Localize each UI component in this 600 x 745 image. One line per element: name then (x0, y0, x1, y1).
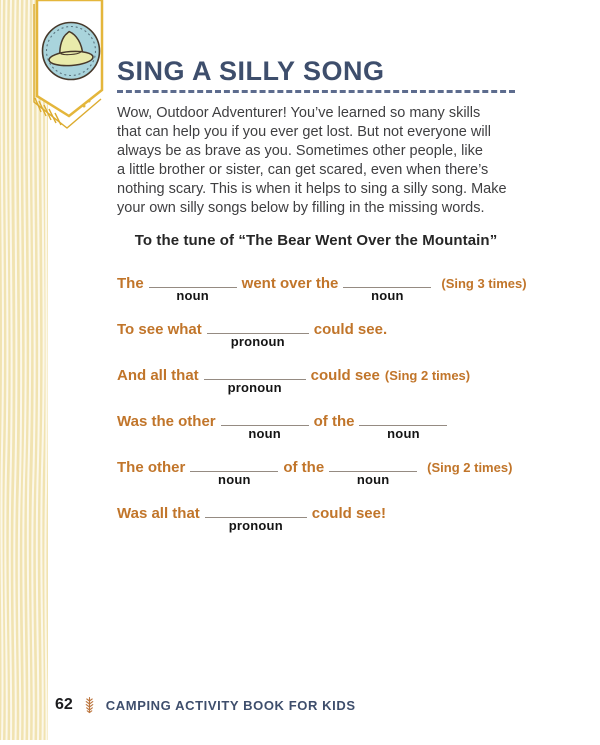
leaf-icon (82, 696, 97, 714)
song-line-4 (117, 411, 517, 441)
song-line-5 (117, 457, 517, 487)
blank-label: noun (176, 288, 209, 303)
footer-book-title: CAMPING ACTIVITY BOOK FOR KIDS (105, 697, 356, 713)
blank-label: pronoun (228, 518, 283, 533)
song-line-2 (117, 319, 517, 349)
fill-in-blank (149, 273, 237, 303)
intro-line: Wow, Outdoor Adventurer! You’ve learned so many skills (117, 105, 481, 121)
ribbon-dot (88, 100, 91, 103)
fill-in-blank (359, 411, 447, 441)
blank-label: pronoun (227, 380, 282, 395)
page-number: 62 (55, 696, 73, 713)
blank-label: noun (387, 426, 420, 441)
intro-line: your own silly songs below by filling in the missing words. (117, 200, 485, 216)
song-line-1 (117, 273, 527, 303)
song-text: And all that (117, 367, 199, 384)
song-text: Was all that (117, 505, 200, 522)
tune-heading: To the tune of “The Bear Went Over the Mountain” (134, 232, 498, 249)
intro-line: that can help you if you ever get lost. But not everyone will (117, 124, 491, 140)
sing-note: (Sing 2 times) (427, 460, 513, 475)
blank-label: noun (218, 472, 251, 487)
song-text: could see. (313, 321, 388, 338)
intro-line: always be as brave as you. Sometimes other people, like (117, 143, 483, 159)
intro-paragraph (117, 104, 517, 218)
blank-label: noun (371, 288, 404, 303)
blank-label: noun (248, 426, 281, 441)
song-text: could see! (311, 505, 386, 522)
intro-line: nothing scary. This is when it helps to sing a silly song. Make (117, 181, 507, 197)
song-lines (117, 273, 527, 533)
sing-note: (Sing 2 times) (384, 368, 471, 383)
song-text: The (117, 275, 144, 292)
song-text: of the (313, 413, 355, 430)
ribbon-dot (83, 105, 86, 108)
fill-in-blank (207, 319, 309, 349)
blank-label: noun (356, 472, 390, 487)
scout-hat-icon (43, 23, 100, 80)
sing-note: (Sing 3 times) (441, 276, 527, 291)
fill-in-blank (205, 503, 307, 533)
song-text: of the (283, 459, 325, 476)
song-text: could see (310, 367, 380, 384)
song-text: To see what (117, 321, 202, 338)
fill-in-blank (190, 457, 278, 487)
song-line-3 (117, 365, 517, 395)
blank-label: pronoun (230, 334, 285, 349)
song-line-6 (117, 503, 517, 533)
page-title: SING A SILLY SONG (117, 56, 385, 86)
page-content (117, 56, 527, 549)
song-text: The other (117, 459, 186, 476)
dashed-divider (117, 90, 515, 93)
fill-in-blank (329, 457, 417, 487)
song-text: went over the (241, 275, 339, 292)
page-footer (55, 696, 356, 714)
bookmark-ribbon (31, 0, 109, 138)
fill-in-blank (221, 411, 309, 441)
song-text: Was the other (117, 413, 216, 430)
fill-in-blank (204, 365, 306, 395)
fill-in-blank (343, 273, 431, 303)
intro-line: a little brother or sister, can get scared, even when there’s (117, 162, 489, 178)
